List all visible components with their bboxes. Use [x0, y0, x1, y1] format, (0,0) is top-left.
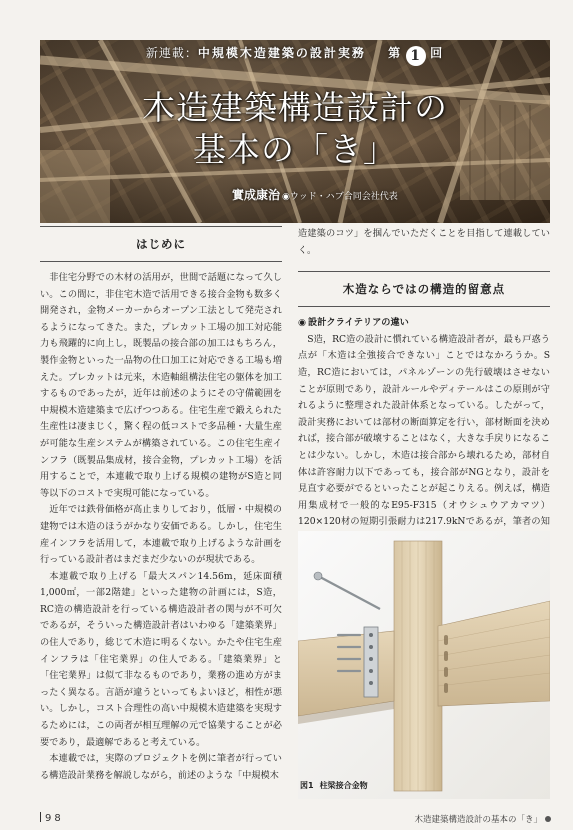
author-affiliation: ◉ウッド・ハブ合同会社代表	[282, 192, 398, 202]
figure-caption-number: 図1	[300, 781, 314, 790]
figure-beam-column-connector	[298, 531, 550, 799]
body-paragraph: 本連載では，実際のプロジェクトを例に筆者が行っている構造設計業務を解説しながら，前述のような「中規模木	[40, 753, 282, 781]
series-heading	[40, 44, 550, 66]
series-prefix: 新連載：	[145, 46, 198, 60]
subheading	[298, 315, 550, 332]
continued-paragraph: 造建築のコツ」を掴んでいただくことを目指して連載していく。	[298, 228, 550, 256]
body-paragraph: 非住宅分野での木材の活用が，世間で話題になって久しい。この間に，非住宅木造で活用できる接合金物も数多く開発され，金物メーカーからオープン工法として発売されるようになってきた。また，プレカット工場の加工対応能力も飛躍的に向上し，既製品の接合部の加工はもちろん，製作金物といった一品物の仕口加工に対応できる工場も増えた。プレカットは元来，木造軸組構法住宅の躯体を加工するものであったが，近年は前述のようにその守備範囲を中規模木造建築まで広げつつある。住宅生産で鍛えられた生産性は凄まじく，驚く程の低コストで多品種・大量生産が可能な生産システムが構築されている。この住宅生産インフラ（既製品集成材，接合金物，プレカット工場）を活用することで，本連載で取り上げる規模の建物がS造と同等以下のコストで実現可能になっている。	[40, 272, 282, 499]
series-number	[388, 46, 445, 64]
page-number-text: 98	[45, 813, 64, 824]
series-title: 中規模木造建築の設計実務	[197, 46, 366, 60]
figure-caption-text: 柱梁接合金物	[319, 781, 368, 790]
page-number-rule	[40, 812, 41, 822]
author-name: 實成康治	[232, 188, 281, 202]
connector-illustration	[298, 531, 550, 799]
running-footer	[414, 813, 551, 825]
series-no-post: 回	[430, 46, 445, 60]
bullet-marker-icon: ◉	[298, 317, 307, 329]
body-paragraph: S造，RC造の設計に慣れている構造設計者が，最も戸惑う点が「木造は全強接合できない」ことではなかろうか。S造，RC造においては，パネルゾーンの先行破壊はさせないことが原則であり，設計ルールやディテールはこの原則が守れるように整理された設計体系となっている。したがって，設計実務においては部材の断面算定を行い，部材断面を決めれば，接合部が破壊することはなく，大きな手戻りになることは少ない。しかし，木造は接合部から壊れるため，部材自体は許容耐力以下であっても，接合部がNGとなり，設計を見直す必要がでるといったことが起こりえる。例えば，構造用集成材で一般的なE95-F315（オウシュウアカマツ）120×120材の短期引張耐力は217.9kNであるが，筆者の知	[298, 333, 550, 528]
body-paragraph: 本連載で取り上げる「最大スパン14.56m，延床面積1,000㎡，一部2階建」といった建物の計画には，S造，RC造の構造設計を行っている構造設計者の関与が不可欠であるが，そういった構造設計者はいわゆる「建築業界」の住人であり，総じて木造に明るくない。かたや住宅生産インフラは「住宅業界」の住人である。「建築業界」と「住宅業界」は似て非なるものであり，業務の進め方がまったく異なる。言語が違うといってもよいほど，相性が悪い。しかし，コスト合理性の高い中規模木造建築を実現するためには，この両者が相互理解の元で協業することが必要であり，最適解であると考えている。	[40, 570, 282, 748]
series-number-circle: 1	[406, 46, 426, 66]
header-photo	[40, 40, 550, 223]
article-title-line-1: 木造建築構造設計の	[142, 88, 448, 127]
footer-dot-icon	[545, 816, 551, 822]
section-heading-structural: 木造ならではの構造的留意点	[298, 271, 550, 307]
author-byline	[232, 186, 398, 203]
body-paragraph: 近年では鉄骨価格が高止まりしており，低層・中規模の建物では木造のほうがかなり安価である。しかし，住宅生産インフラを活用して，本連載で取り上げるような計画を行っている設計者はまだまだ少ないのが現状である。	[40, 504, 282, 566]
running-footer-text: 木造建築構造設計の基本の「き」	[414, 815, 542, 825]
article-title-line-2: 基本の「き」	[193, 130, 397, 169]
left-column	[40, 226, 282, 784]
figure-caption	[300, 780, 368, 791]
page-number	[40, 812, 64, 824]
series-no-pre: 第	[388, 46, 403, 60]
subheading-text: 設計クライテリアの違い	[308, 317, 409, 329]
section-heading-intro: はじめに	[40, 226, 282, 262]
